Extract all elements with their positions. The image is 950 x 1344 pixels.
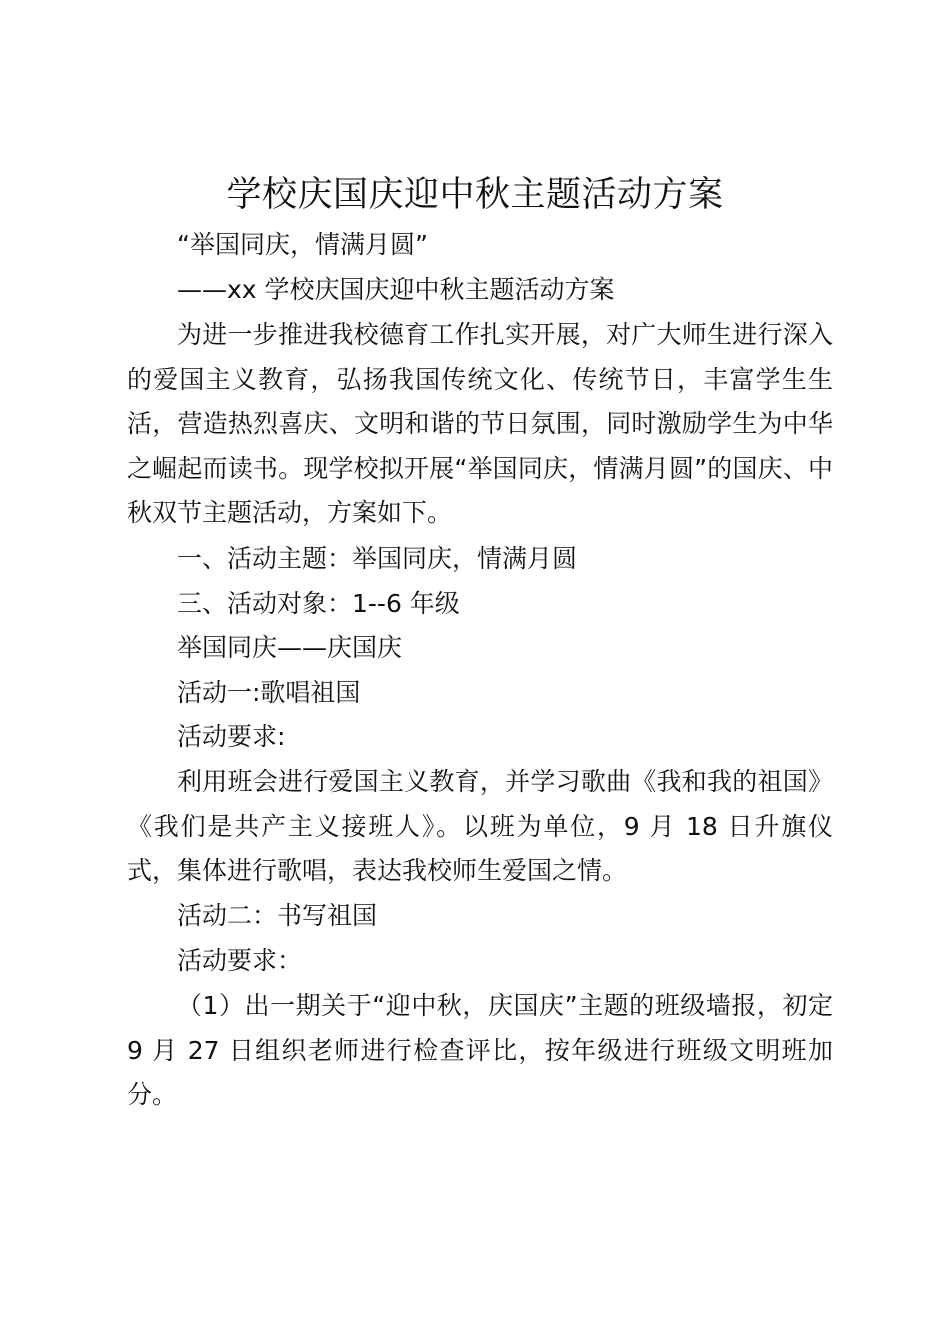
activity-theme: 一、活动主题：举国同庆，情满月圆 (177, 544, 578, 573)
activity-one-title: 活动一:歌唱祖国 (177, 678, 361, 707)
activity-two-title: 活动二：书写祖国 (177, 901, 378, 930)
activity-two-requirements-label: 活动要求： (177, 946, 303, 975)
document-sub-heading: ——xx 学校庆国庆迎中秋主题活动方案 (177, 275, 615, 304)
document-subtitle: “举国同庆，情满月圆” (177, 230, 428, 259)
intro-paragraph: 为进一步推进我校德育工作扎实开展，对广大师生进行深入的爱国主义教育，弘扬我国传统文化、传统节日，丰富学生生活，营造热烈喜庆、文明和谐的节日氛围，同时激励学生为中华之崛起而读书。现学校拟开展“举国同庆，情满月圆”的国庆、中秋双节主题活动，方案如下。 (127, 320, 833, 528)
activity-two-body: （1）出一期关于“迎中秋，庆国庆”主题的班级墙报，初定 9 月 27 日组织老师进行检查评比，按年级进行班级文明班加分。 (127, 991, 833, 1110)
activity-one-requirements-label: 活动要求: (177, 722, 286, 751)
activity-one-body: 利用班会进行爱国主义教育，并学习歌曲《我和我的祖国》《我们是共产主义接班人》。以班为单位，9 月 18 日升旗仪式，集体进行歌唱，表达我校师生爱国之情。 (127, 767, 833, 886)
document-title: 学校庆国庆迎中秋主题活动方案 (226, 175, 724, 215)
activity-target: 三、活动对象：1--6 年级 (177, 589, 460, 618)
section-title: 举国同庆——庆国庆 (177, 633, 403, 662)
